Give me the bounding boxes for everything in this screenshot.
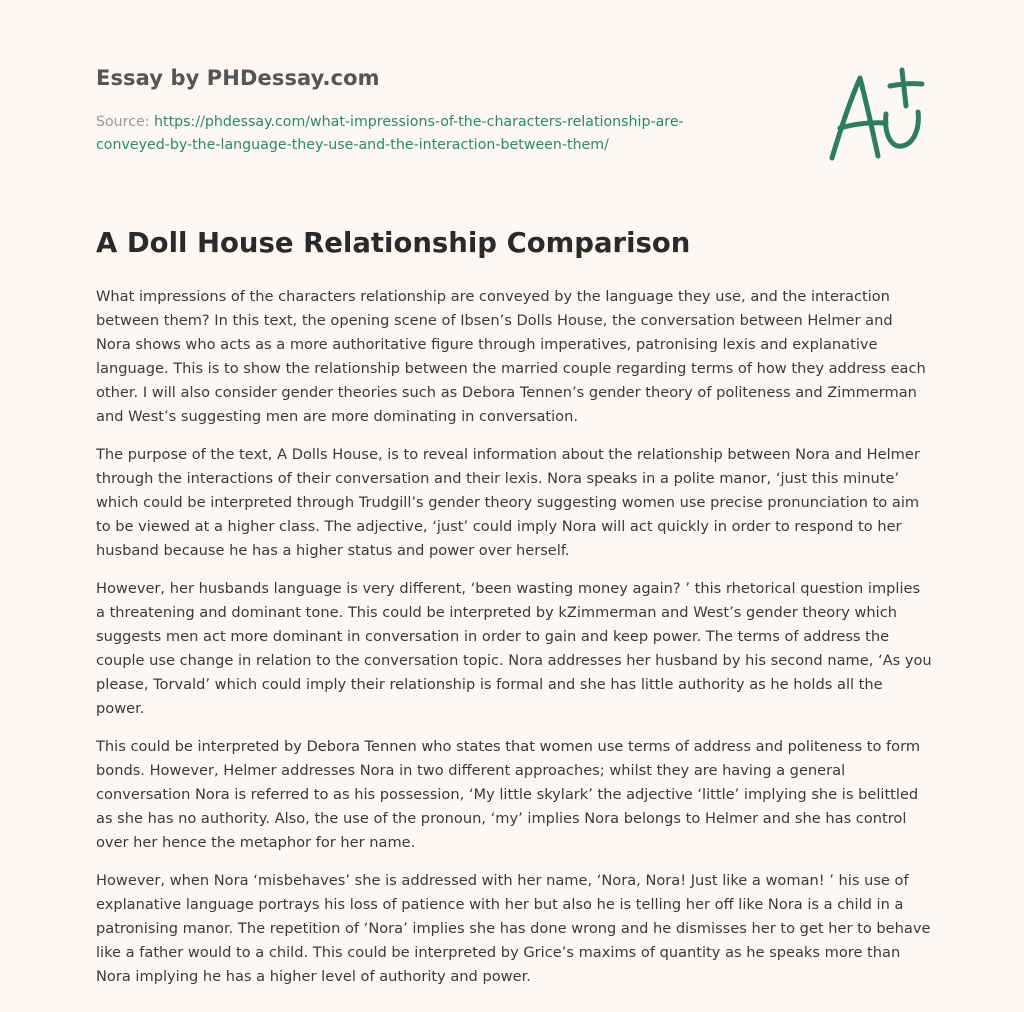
paragraph: The purpose of the text, A Dolls House, is to reveal information about the relationship between Nora and Helmer through the interactions of their conversation and their lexis. Nora speaks in a polite manor, ‘just this minute’ which could be interpreted through Trudgill’s gender theory suggesting women use precise pronunciation to aim to be viewed at a higher class. The adjective, ‘just’ could imply Nora will act quickly in order to respond to her husband because he has a higher status and power over herself. — [96, 446, 920, 559]
paragraph: This could be interpreted by Debora Tennen who states that women use terms of address and politeness to form bonds. However, Helmer addresses Nora in two different approaches; whilst they are having a general conversation Nora is referred to as his possession, ‘My little skylark’ the adjective ‘little’ implying she is belittled as she has no authority. Also, the use of the pronoun, ‘my’ implies Nora belongs to Helmer and she has control over her hence the metaphor for her name. — [96, 738, 921, 851]
source-line — [96, 111, 746, 157]
paragraph: What impressions of the characters relationship are conveyed by the language they use, and the interaction between them? In this text, the opening scene of Ibsen’s Dolls House, the conversation between Helmer and Nora shows who acts as a more authoritative figure through imperatives, patronising lexis and explanative language. This is to show the relationship between the married couple regarding terms of how they address each other. I will also consider gender theories such as Debora Tennen’s gender theory of politeness and Zimmerman and West’s suggesting men are more dominating in conversation. — [96, 288, 926, 425]
paragraph: However, her husbands language is very different, ‘been wasting money again? ’ this rhetorical question implies a threatening and dominant tone. This could be interpreted by kZimmerman and West’s gender theory which suggests men act more dominant in conversation in order to gain and keep power. The terms of address the couple use change in relation to the conversation topic. Nora addresses her husband by his second name, ‘As you please, Torvald’ which could imply their relationship is formal and she has little authority as he holds all the power. — [96, 580, 932, 717]
source-link[interactable]: https://phdessay.com/what-impressions-of-the-characters-relationship-are-conveyed-by-the-language-they-use-and-the-interaction-between-them/ — [96, 114, 684, 153]
a-plus-logo-icon — [820, 66, 930, 166]
paragraph: However, when Nora ‘misbehaves’ she is addressed with her name, ‘Nora, Nora! Just like a woman! ’ his use of explanative language portrays his loss of patience with her but also he is telling her off like Nora is a child in a patronising manor. The repetition of ‘Nora’ implies she has done wrong and he dismisses her to get her to behave like a father would to a child. This could be interpreted by Grice’s maxims of quantity as he speaks more than Nora implying he has a higher level of authority and power. — [96, 872, 931, 985]
source-label: Source: — [96, 114, 155, 130]
essay-title: A Doll House Relationship Comparison — [96, 227, 691, 259]
site-brand: Essay by PHDessay.com — [96, 66, 380, 90]
essay-body — [96, 285, 932, 1003]
